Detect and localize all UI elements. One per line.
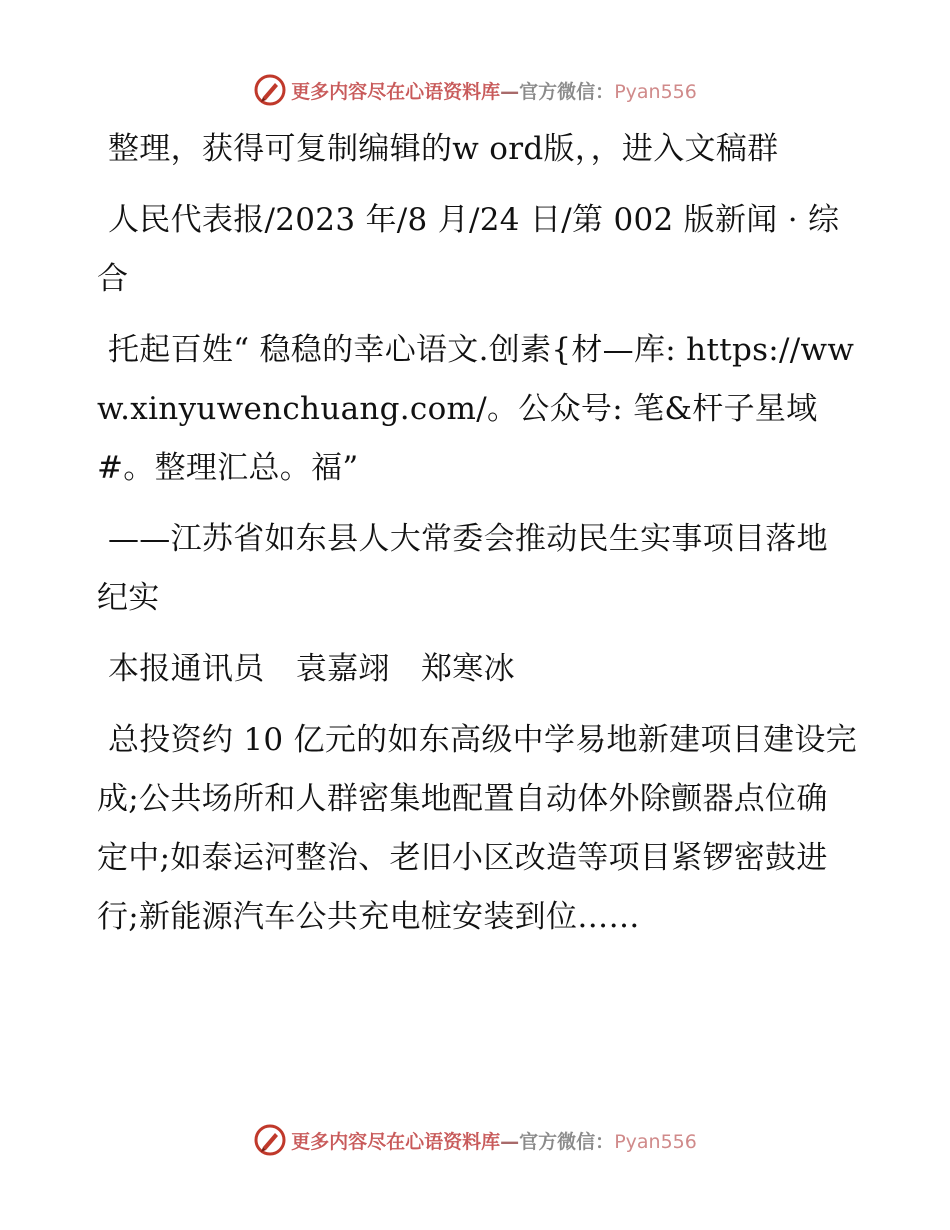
source-line: 人民代表报/2023 年/8 月/24 日/第 002 版新闻 · 综合: [97, 202, 840, 297]
article-subtitle: ——江苏省如东县人大常委会推动民生实事项目落地纪实: [97, 521, 828, 616]
document-body: [97, 120, 857, 959]
watermark-id: Pyan556: [614, 1130, 697, 1153]
watermark-dash: —: [500, 1130, 520, 1153]
watermark-id: Pyan556: [614, 80, 697, 103]
watermark-main-text: 更多内容尽在心语资料库: [291, 1130, 501, 1153]
header-watermark: [0, 70, 950, 110]
watermark-sub-text: 官方微信：: [519, 1130, 615, 1153]
pen-logo-icon: [253, 1123, 287, 1157]
watermark-dash: —: [500, 80, 520, 103]
pen-logo-icon: [253, 73, 287, 107]
footer-watermark: [0, 1120, 950, 1160]
watermark-main-text: 更多内容尽在心语资料库: [291, 80, 501, 103]
watermark-sub-text: 官方微信：: [519, 80, 615, 103]
byline: 本报通讯员 袁嘉翊 郑寒冰: [108, 651, 515, 687]
article-title: 托起百姓“ 稳稳的幸心语文.创素{材—库: https://www.xinyuwenchuang.com/。公众号: 笔&杆子星域#。整理汇总。福”: [97, 332, 855, 486]
body-paragraph: 总投资约 10 亿元的如东高级中学易地新建项目建设完成;公共场所和人群密集地配置自动体外除颤器点位确定中;如泰运河整治、老旧小区改造等项目紧锣密鼓进行;新能源汽车公共充电桩安装到位……: [97, 722, 857, 935]
intro-paragraph: 整理，获得可复制编辑的w ord版，，进入文稿群: [108, 131, 779, 167]
